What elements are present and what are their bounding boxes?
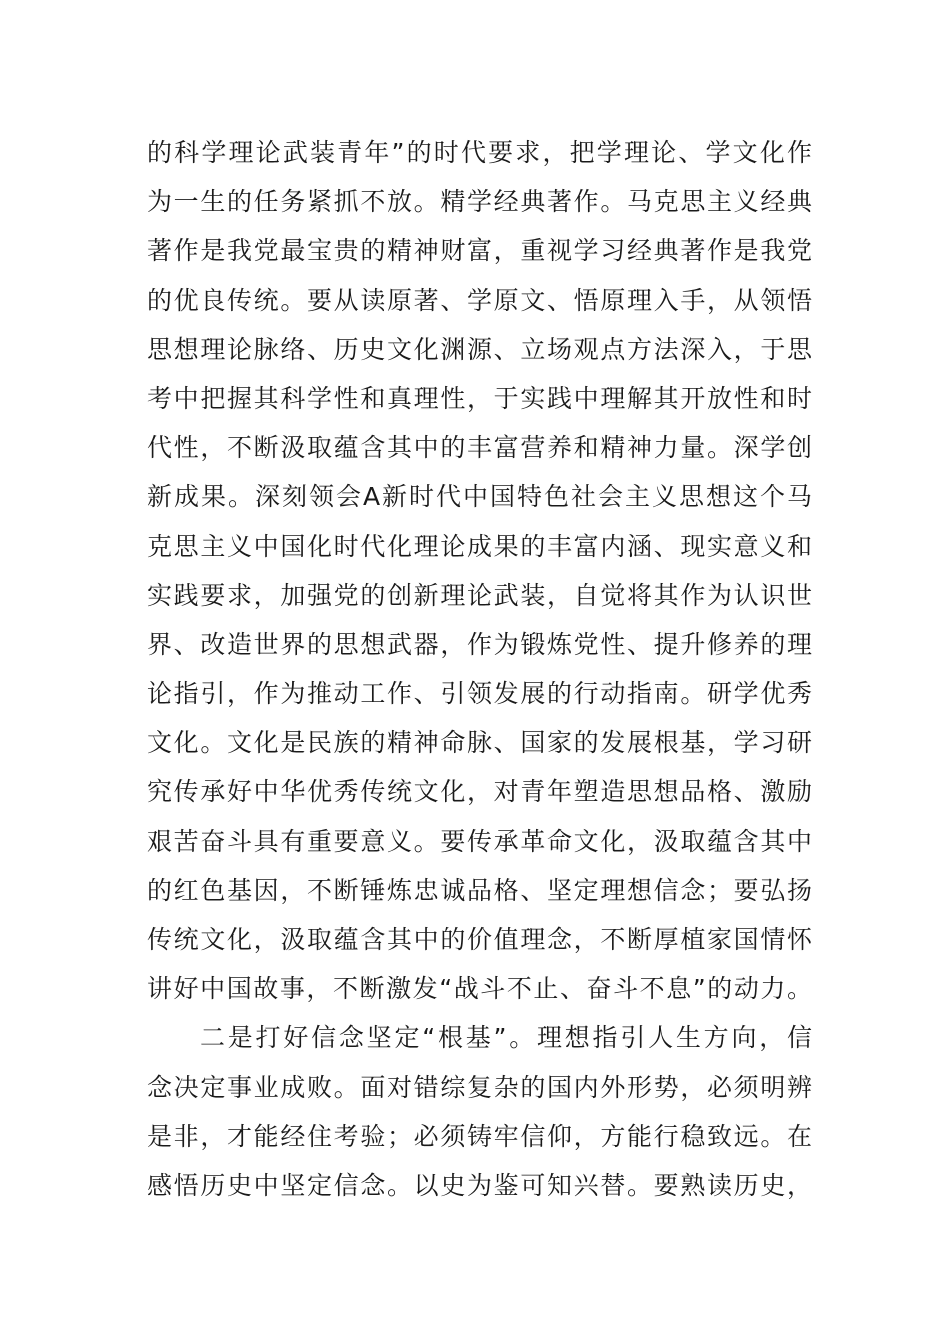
text-line: 克思主义中国化时代化理论成果的丰富内涵、现实意义和 — [147, 531, 812, 561]
text-line: 的科学理论武装青年”的时代要求，把学理论、学文化作 — [147, 138, 812, 167]
text-line: 感悟历史中坚定信念。以史为鉴可知兴替。要熟读历史， — [147, 1170, 812, 1200]
text-line: 界、改造世界的思想武器，作为锻炼党性、提升修养的理 — [147, 629, 812, 659]
text-line: 实践要求，加强党的创新理论武装，自觉将其作为认识世 — [147, 580, 812, 610]
text-line: 是非，才能经住考验；必须铸牢信仰，方能行稳致远。在 — [147, 1121, 812, 1151]
body-text — [147, 128, 812, 1210]
text-line: 考中把握其科学性和真理性，于实践中理解其开放性和时 — [147, 383, 812, 413]
paragraph-first-line: 二是打好信念坚定“根基”。理想指引人生方向，信 — [200, 1023, 812, 1053]
text-line: 艰苦奋斗具有重要意义。要传承革命文化，汲取蕴含其中 — [147, 826, 812, 856]
text-line: 思想理论脉络、历史文化渊源、立场观点方法深入，于思 — [147, 334, 812, 364]
text-line: 的优良传统。要从读原著、学原文、悟原理入手，从领悟 — [147, 285, 812, 315]
text-line: 论指引，作为推动工作、引领发展的行动指南。研学优秀 — [147, 679, 812, 709]
text-line: 代性，不断汲取蕴含其中的丰富营养和精神力量。深学创 — [147, 433, 812, 463]
text-line: 念决定事业成败。面对错综复杂的国内外形势，必须明辨 — [147, 1072, 812, 1102]
text-line: 为一生的任务紧抓不放。精学经典著作。马克思主义经典 — [147, 187, 812, 217]
text-line: 传统文化，汲取蕴含其中的价值理念，不断厚植家国情怀 — [147, 925, 812, 954]
text-line: 讲好中国故事，不断激发“战斗不止、奋斗不息”的动力。 — [147, 974, 812, 1004]
text-line: 著作是我党最宝贵的精神财富，重视学习经典著作是我党 — [147, 236, 812, 266]
text-line: 新成果。深刻领会A新时代中国特色社会主义思想这个马 — [147, 482, 812, 512]
text-line: 究传承好中华优秀传统文化，对青年塑造思想品格、激励 — [147, 777, 812, 807]
text-line: 的红色基因，不断锤炼忠诚品格、坚定理想信念；要弘扬 — [147, 875, 812, 905]
text-line: 文化。文化是民族的精神命脉、国家的发展根基，学习研 — [147, 728, 812, 758]
